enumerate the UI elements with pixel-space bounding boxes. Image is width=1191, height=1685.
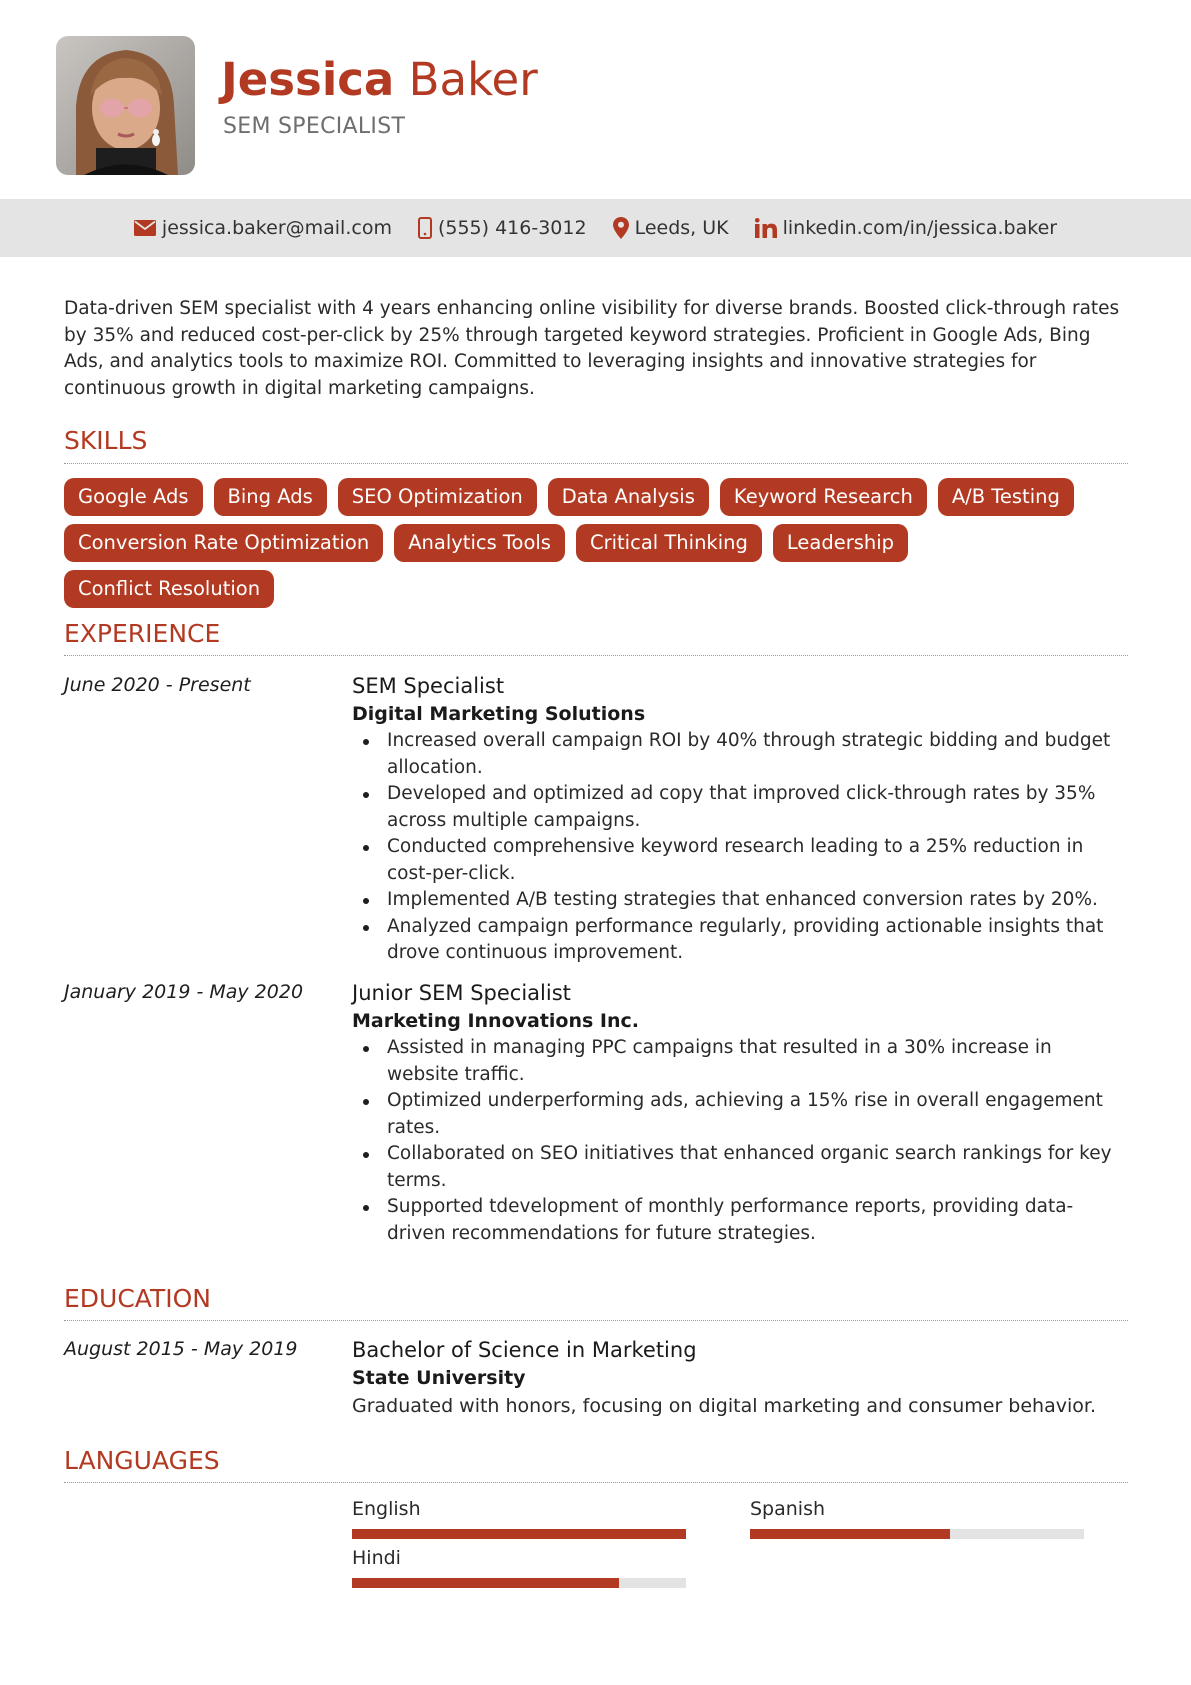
education-divider [64,1320,1128,1321]
experience-details [352,979,1128,1247]
contact-location [613,217,729,239]
languages-heading: LANGUAGES [64,1446,220,1475]
skill-tag: Data Analysis [548,478,709,516]
skill-tag: A/B Testing [938,478,1074,516]
education-details [352,1336,1128,1420]
linkedin-icon [755,218,777,238]
list-item: Optimized underperforming ads, achieving a 15% rise in overall engagement rates. [352,1088,1128,1141]
education-school: State University [352,1367,526,1389]
last-name: Baker [408,53,538,106]
linkedin-text[interactable]: linkedin.com/in/jessica.baker [782,217,1058,239]
education-degree: Bachelor of Science in Marketing [352,1338,697,1362]
summary-paragraph: Data-driven SEM specialist with 4 years enhancing online visibility for diverse brands. Boosted click-through rates by 35% and reduced cost-per-click by 25% through targeted keyword strategies. Proficient in Google Ads, Bing Ads, and analytics tools to maximize ROI. Committed to leveraging insights and innovative strategies for continuous growth in digital marketing campaigns. [64,298,1120,399]
skill-tag: Conversion Rate Optimization [64,524,383,562]
phone-text[interactable]: (555) 416-3012 [437,217,587,239]
contact-phone[interactable] [418,217,587,239]
list-item: Developed and optimized ad copy that improved click-through rates by 35% across multiple campaigns. [352,781,1128,834]
language-level-fill [352,1529,686,1539]
experience-details [352,672,1128,967]
language-level-bar [352,1529,686,1539]
experience-role: SEM Specialist [352,674,505,698]
education-heading: EDUCATION [64,1284,211,1313]
language-level-fill [750,1529,950,1539]
email-text[interactable]: jessica.baker@mail.com [161,217,392,239]
language-level-fill [352,1578,619,1588]
experience-date: June 2020 - Present [64,674,251,696]
envelope-icon [134,220,156,236]
location-text: Leeds, UK [634,217,729,239]
experience-role: Junior SEM Specialist [352,981,571,1005]
language-name: Spanish [750,1498,826,1520]
skills-heading: SKILLS [64,426,148,455]
first-name: Jessica [221,53,395,106]
mobile-phone-icon [418,217,432,239]
skill-tag: Critical Thinking [576,524,762,562]
profile-photo-image [56,36,195,175]
skills-divider [64,463,1128,464]
education-description: Graduated with honors, focusing on digital marketing and consumer behavior. [352,1395,1096,1417]
language-level-bar [750,1529,1084,1539]
language-name: English [352,1498,421,1520]
language-level-bar [352,1578,686,1588]
contact-bar [0,199,1191,257]
experience-divider [64,655,1128,656]
education-date: August 2015 - May 2019 [64,1338,298,1360]
experience-date: January 2019 - May 2020 [64,981,304,1003]
list-item: Increased overall campaign ROI by 40% through strategic bidding and budget allocation. [352,728,1128,781]
experience-bullets [352,728,1128,967]
experience-company: Digital Marketing Solutions [352,703,646,725]
languages-divider [64,1482,1128,1483]
skill-tag: Conflict Resolution [64,570,274,608]
map-pin-icon [613,217,629,239]
list-item: Implemented A/B testing strategies that enhanced conversion rates by 20%. [352,887,1128,914]
experience-heading: EXPERIENCE [64,619,221,648]
language-name: Hindi [352,1547,401,1569]
skills-list [64,478,1128,608]
language-item [352,1545,686,1588]
resume-header [0,0,1191,200]
contact-email[interactable] [134,217,392,239]
skill-tag: SEO Optimization [338,478,537,516]
experience-bullets [352,1035,1128,1247]
list-item: Supported tdevelopment of monthly performance reports, providing data-driven recommendations for future strategies. [352,1194,1128,1247]
list-item: Conducted comprehensive keyword research leading to a 25% reduction in cost-per-click. [352,834,1128,887]
language-item [750,1496,1084,1539]
list-item: Assisted in managing PPC campaigns that resulted in a 30% increase in website traffic. [352,1035,1128,1088]
experience-company: Marketing Innovations Inc. [352,1010,640,1032]
language-item [352,1496,686,1539]
job-title: SEM SPECIALIST [223,114,406,139]
skill-tag: Bing Ads [214,478,327,516]
list-item: Analyzed campaign performance regularly, providing actionable insights that drove continuous improvement. [352,914,1128,967]
skill-tag: Analytics Tools [394,524,565,562]
skill-tag: Google Ads [64,478,203,516]
profile-photo [56,36,195,175]
skill-tag: Leadership [773,524,908,562]
contact-linkedin[interactable] [755,217,1057,239]
candidate-name [221,52,538,108]
list-item: Collaborated on SEO initiatives that enhanced organic search rankings for key terms. [352,1141,1128,1194]
skill-tag: Keyword Research [720,478,927,516]
